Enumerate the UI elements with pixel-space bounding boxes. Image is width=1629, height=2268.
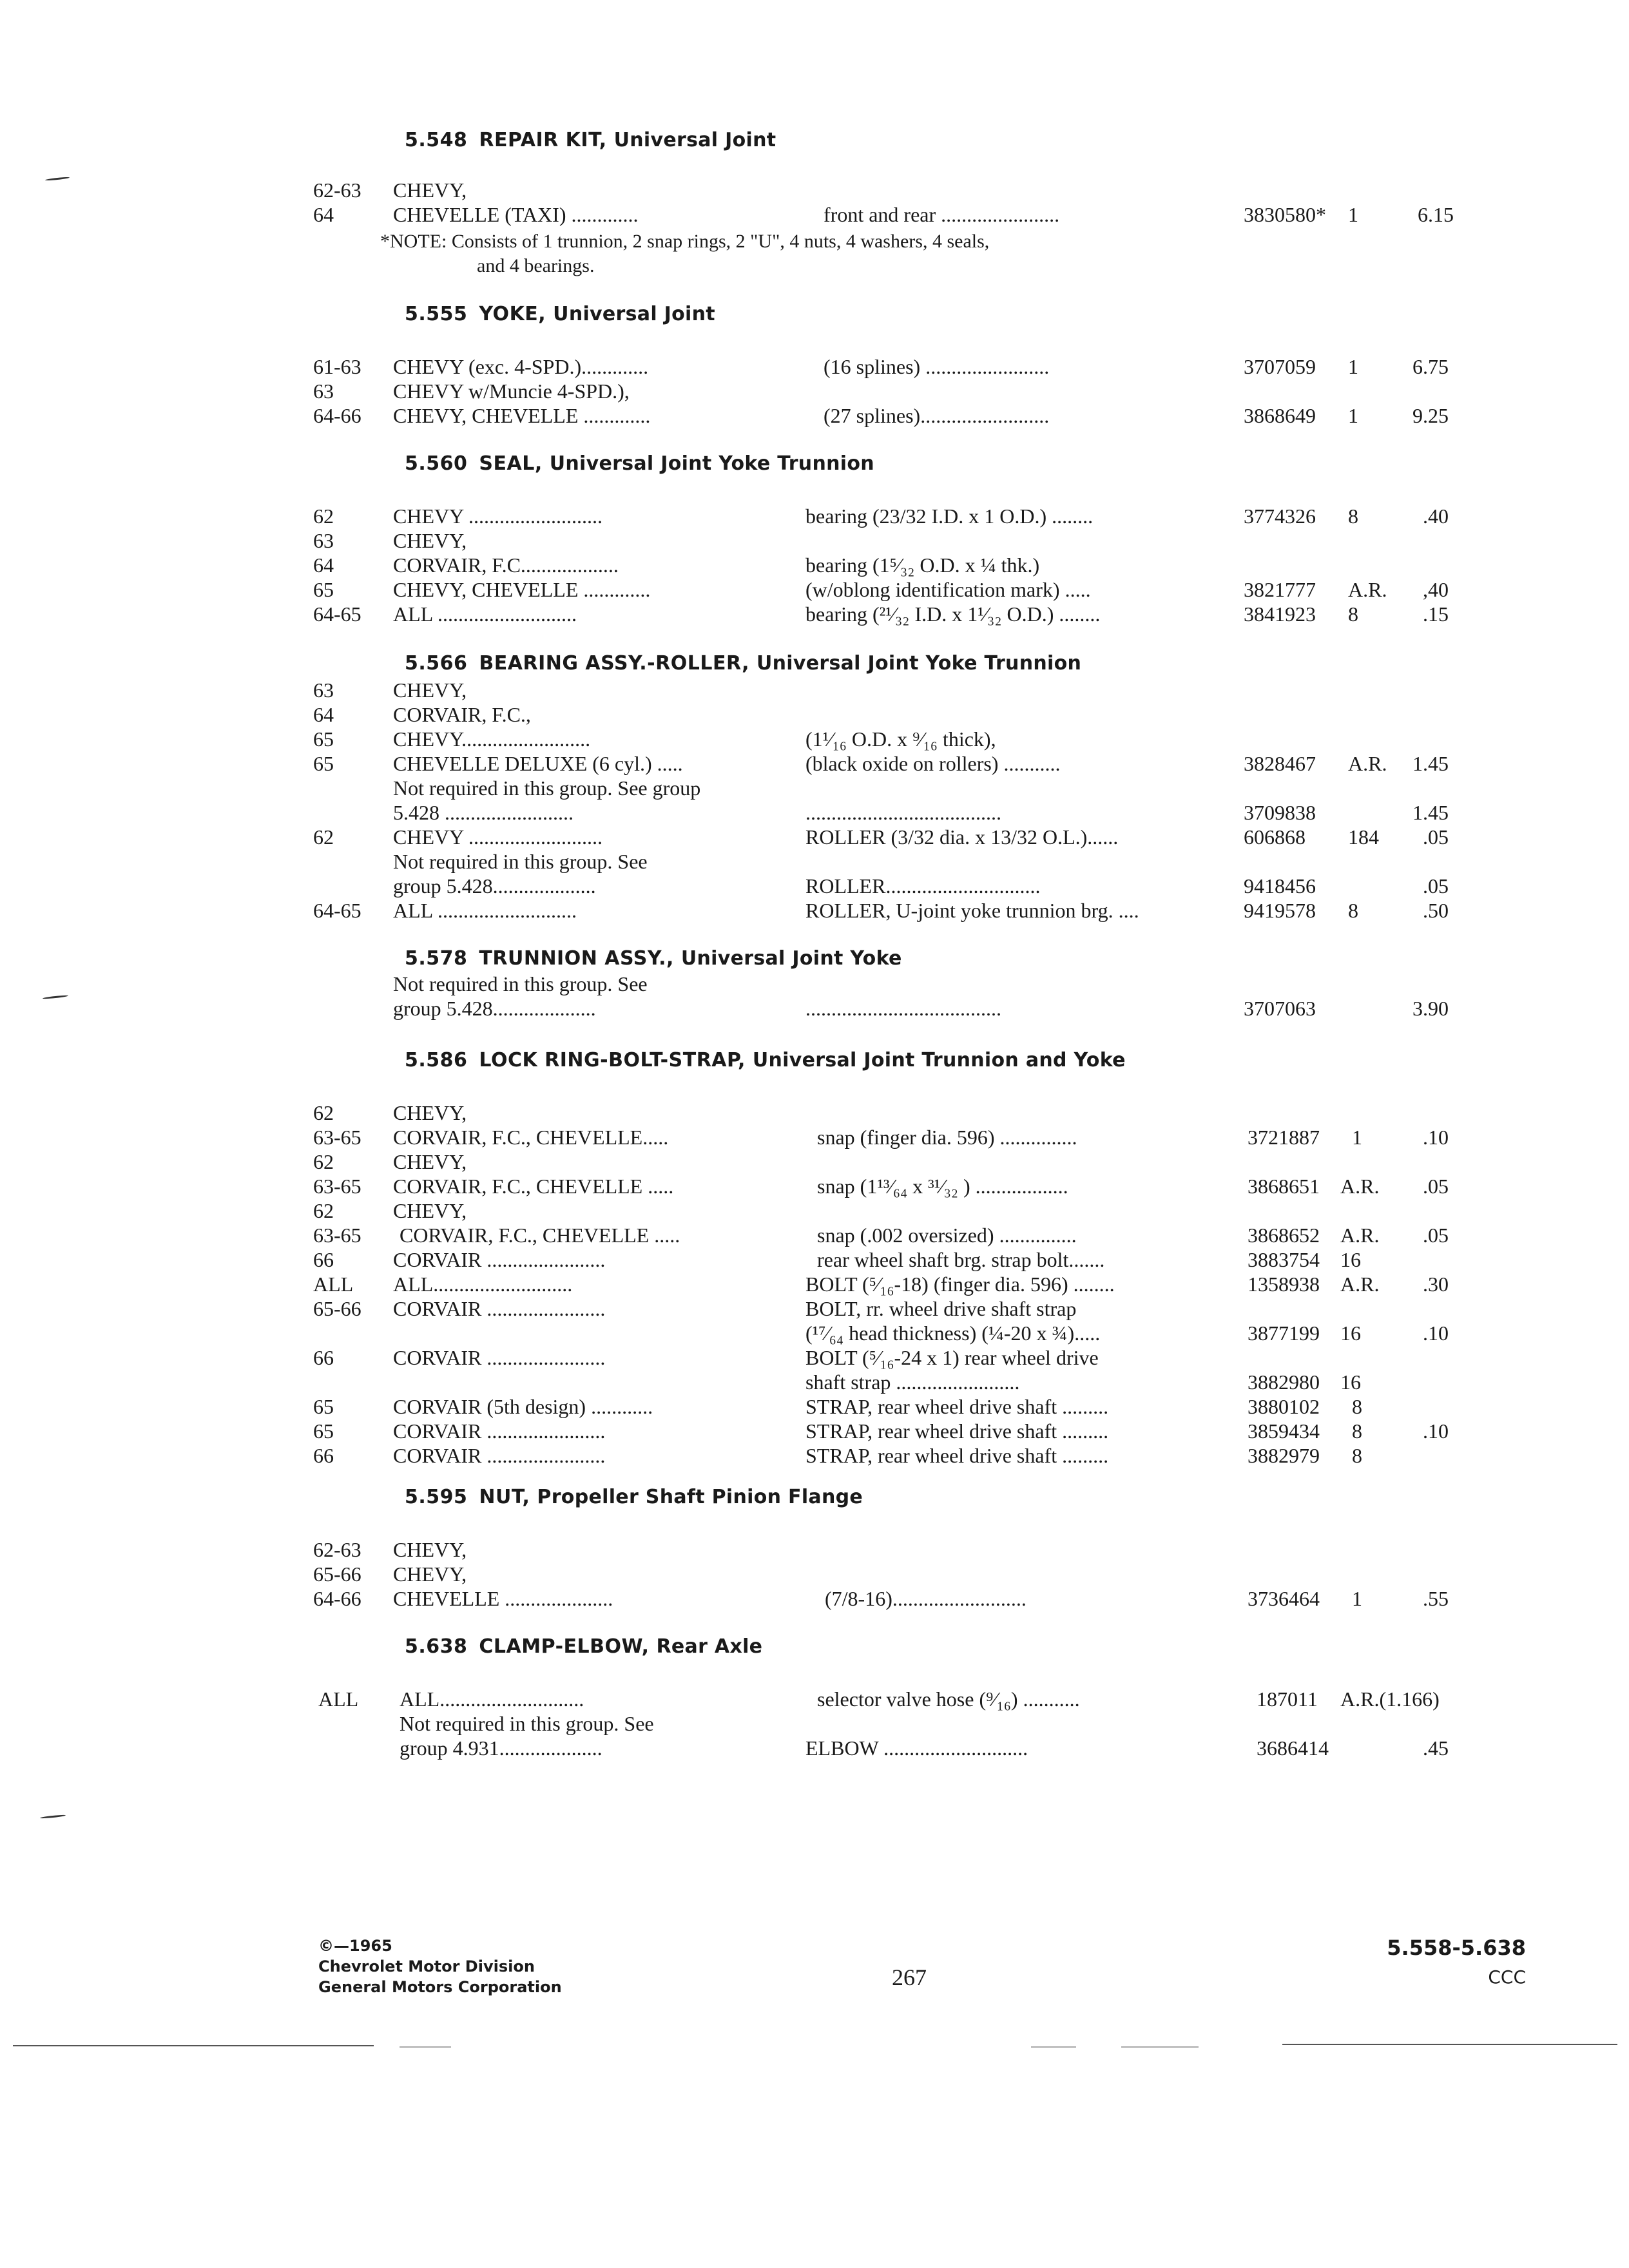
- section-heading: [405, 652, 1081, 675]
- section-number: 5.560: [405, 452, 468, 475]
- section-number: 5.548: [405, 129, 468, 151]
- table-row: 65-66 CORVAIR ....................... BOLT, rr. wheel drive shaft strap: [313, 1297, 1077, 1320]
- section-subtitle: Propeller Shaft Pinion Flange: [537, 1486, 863, 1508]
- divider: [1031, 2046, 1076, 2048]
- section-title: LOCK RING-BOLT-STRAP,: [479, 1049, 746, 1072]
- section-number: 5.595: [405, 1486, 468, 1508]
- divider: [400, 2046, 451, 2048]
- note-text: *NOTE: Consists of 1 trunnion, 2 snap rings, 2 "U", 4 nuts, 4 washers, 4 seals,: [380, 231, 990, 252]
- section-heading: [405, 1635, 762, 1658]
- section-title: REPAIR KIT,: [479, 129, 607, 151]
- table-row: 62-63 CHEVY,: [313, 1538, 467, 1561]
- table-row: 62-63 CHEVY,: [313, 178, 467, 202]
- divider: [1282, 2044, 1617, 2045]
- table-row: 62 CHEVY .......................... ROLLER (3/32 dia. x 13/32 O.L.)...... 606868 184 .05: [313, 825, 1449, 849]
- divider: [1121, 2046, 1199, 2048]
- section-heading: [405, 947, 902, 970]
- section-number: 5.566: [405, 652, 468, 675]
- section-subtitle: Universal Joint Trunnion and Yoke: [752, 1049, 1126, 1072]
- table-row: 64-66 CHEVELLE ..................... (7/8-16).......................... 3736464 1 .55: [313, 1587, 1449, 1610]
- table-row: Not required in this group. See group: [393, 776, 701, 800]
- table-row: shaft strap ........................ 3882980 16: [805, 1370, 1361, 1394]
- table-row: group 5.428.................... ROLLER.............................. 9418456 .05: [393, 874, 1449, 898]
- division: Chevrolet Motor Division: [318, 1957, 535, 1975]
- table-row: 64-65 ALL ........................... bearing (²¹⁄₃₂ I.D. x 1¹⁄₃₂ O.D.) ........ 3841923 8 .15: [313, 602, 1449, 626]
- group-range-block: [1387, 1933, 1526, 1992]
- section-subtitle: Universal Joint Yoke Trunnion: [549, 452, 874, 475]
- table-row: 62 CHEVY .......................... bearing (23/32 I.D. x 1 O.D.) ........ 3774326 8 .40: [313, 505, 1449, 528]
- section-number: 5.586: [405, 1049, 468, 1072]
- table-row: 64-66 CHEVY, CHEVELLE ............. (27 splines)......................... 3868649 1 9.25: [313, 404, 1449, 427]
- table-row: 66 CORVAIR ....................... rear wheel shaft brg. strap bolt....... 3883754 16: [313, 1248, 1361, 1271]
- table-row: 63-65 CORVAIR, F.C., CHEVELLE ..... snap (.002 oversized) ............... 3868652 A.R. .05: [313, 1224, 1449, 1247]
- table-row: 5.428 ......................... ...................................... 3709838 1.45: [393, 801, 1449, 824]
- copyright: ©—1965: [318, 1937, 392, 1955]
- table-row: Not required in this group. See: [393, 850, 648, 873]
- table-row: 65 CORVAIR ....................... STRAP, rear wheel drive shaft ......... 3859434 8 .10: [313, 1419, 1449, 1443]
- table-row: 61-63 CHEVY (exc. 4-SPD.)............. (16 splines) ........................ 3707059 1 6.75: [313, 355, 1449, 378]
- table-row: 65-66 CHEVY,: [313, 1562, 467, 1586]
- page-number: 267: [892, 1965, 927, 1990]
- table-row: ALL ALL........................... BOLT (⁵⁄₁₆-18) (finger dia. 596) ........ 1358938 A.R. .30: [313, 1273, 1449, 1296]
- section-number: 5.578: [405, 947, 468, 970]
- section-heading: [405, 1486, 863, 1508]
- section-title: NUT,: [479, 1486, 530, 1508]
- table-row: 63 CHEVY,: [313, 529, 467, 552]
- divider: [13, 2045, 374, 2046]
- corporation: General Motors Corporation: [318, 1978, 562, 1996]
- table-row: 64 CORVAIR, F.C.,: [313, 703, 531, 726]
- table-row: ALL ALL............................ selector valve hose (⁹⁄₁₆) ........... 187011 A.R.(1.166): [318, 1687, 1440, 1711]
- section-title: TRUNNION ASSY.,: [479, 947, 674, 970]
- group-range: 5.558-5.638: [1387, 1936, 1526, 1960]
- table-row: 64-65 ALL ........................... ROLLER, U-joint yoke trunnion brg. .... 9419578 8 .50: [313, 899, 1449, 922]
- table-row: 65 CHEVY......................... (1¹⁄₁₆ O.D. x ⁹⁄₁₆ thick),: [313, 727, 996, 751]
- section-subtitle: Universal Joint Yoke Trunnion: [756, 652, 1082, 675]
- section-title: SEAL,: [479, 452, 543, 475]
- table-row: group 4.931.................... ELBOW ............................ 3686414 .45: [400, 1736, 1449, 1760]
- section-subtitle: Rear Axle: [656, 1635, 763, 1658]
- section-heading: [405, 1049, 1126, 1072]
- table-row: (¹⁷⁄₆₄ head thickness) (¼-20 x ¾)..... 3877199 16 .10: [805, 1321, 1449, 1345]
- section-subtitle: Universal Joint Yoke: [680, 947, 902, 970]
- table-row: 62 CHEVY,: [313, 1199, 467, 1222]
- table-row: 63-65 CORVAIR, F.C., CHEVELLE..... snap (finger dia. 596) ............... 3721887 1 .10: [313, 1126, 1449, 1149]
- margin-mark: [40, 1814, 66, 1819]
- table-row: 65 CORVAIR (5th design) ............ STRAP, rear wheel drive shaft ......... 3880102 8: [313, 1395, 1362, 1418]
- catalog-code: CCC: [1488, 1966, 1526, 1988]
- table-row: 64 CORVAIR, F.C................... bearing (1⁵⁄₃₂ O.D. x ¼ thk.): [313, 553, 1040, 577]
- section-subtitle: Universal Joint: [553, 303, 715, 325]
- table-row: 62 CHEVY,: [313, 1101, 467, 1124]
- table-row: 63 CHEVY w/Muncie 4-SPD.),: [313, 380, 630, 403]
- table-row: group 5.428.................... ...................................... 3707063 3.90: [393, 997, 1449, 1020]
- table-row: 62 CHEVY,: [313, 1150, 467, 1173]
- note-text: and 4 bearings.: [477, 255, 595, 276]
- publisher-block: [318, 1936, 562, 1997]
- table-row: Not required in this group. See: [400, 1712, 654, 1735]
- table-row: 65 CHEVELLE DELUXE (6 cyl.) ..... (black oxide on rollers) ........... 3828467 A.R. 1.45: [313, 752, 1449, 775]
- section-title: BEARING ASSY.-ROLLER,: [479, 652, 749, 675]
- section-heading: [405, 303, 715, 325]
- section-number: 5.638: [405, 1635, 468, 1658]
- table-row: 65 CHEVY, CHEVELLE ............. (w/oblong identification mark) ..... 3821777 A.R. ,40: [313, 578, 1449, 601]
- table-row: 63-65 CORVAIR, F.C., CHEVELLE ..... snap (1¹³⁄₆₄ x ³¹⁄₃₂ ) .................. 3868651 A.R. .05: [313, 1175, 1449, 1198]
- table-row: Not required in this group. See: [393, 972, 648, 995]
- table-row: 66 CORVAIR ....................... STRAP, rear wheel drive shaft ......... 3882979 8: [313, 1444, 1362, 1467]
- section-heading: [405, 452, 874, 475]
- table-row: 63 CHEVY,: [313, 678, 467, 702]
- table-row: 64 CHEVELLE (TAXI) ............. front and rear ....................... 3830580* 1 6.15: [313, 203, 1454, 226]
- section-title: YOKE,: [479, 303, 546, 325]
- section-number: 5.555: [405, 303, 468, 325]
- section-title: CLAMP-ELBOW,: [479, 1635, 650, 1658]
- table-row: 66 CORVAIR ....................... BOLT (⁵⁄₁₆-24 x 1) rear wheel drive: [313, 1346, 1099, 1369]
- section-subtitle: Universal Joint: [613, 129, 776, 151]
- section-heading: [405, 129, 776, 151]
